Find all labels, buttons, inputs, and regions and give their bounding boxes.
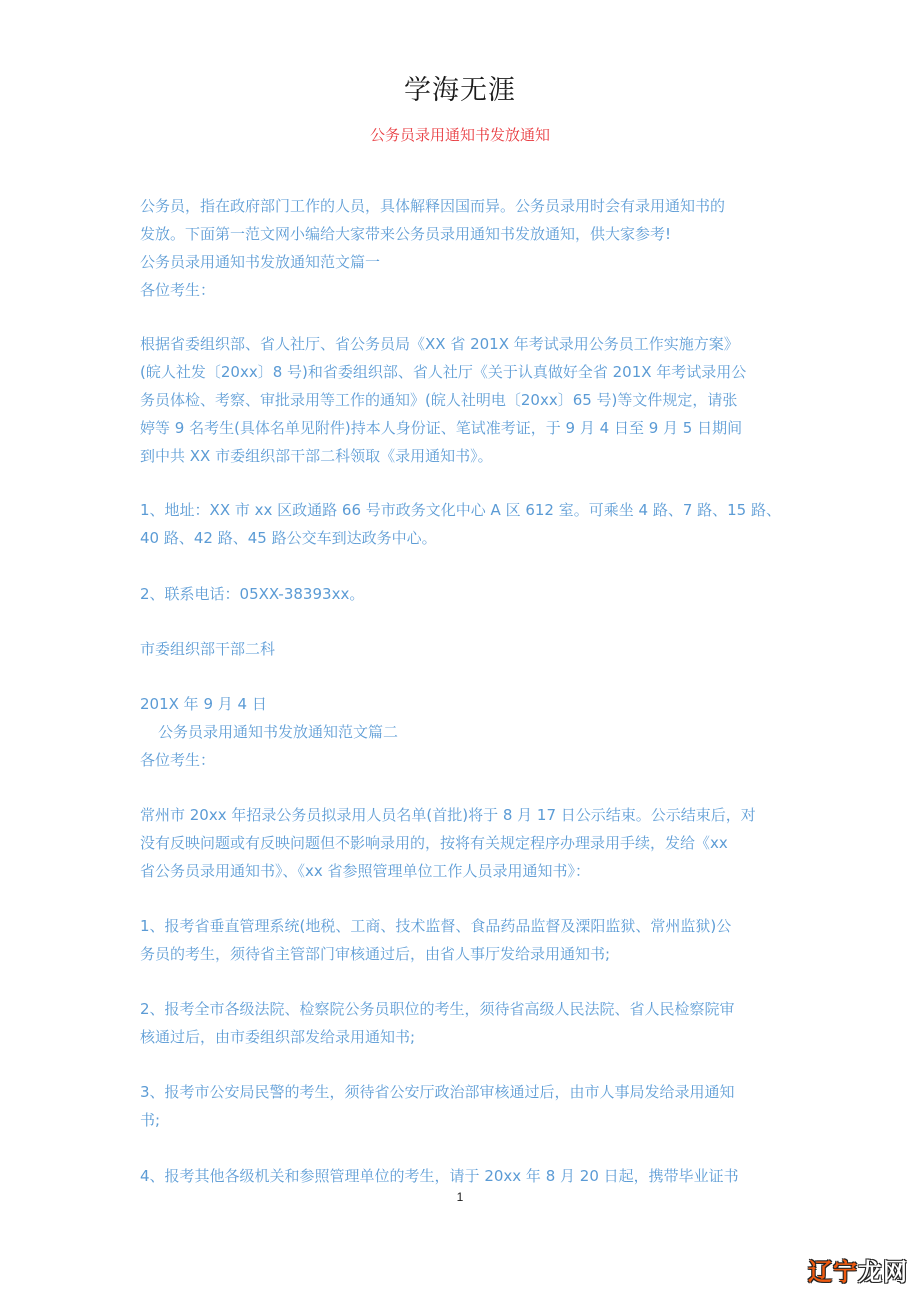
text-line: 2、联系电话：05XX-38393xx。: [140, 585, 365, 603]
section2-paragraph: [140, 801, 785, 885]
section1-date: 201X 年 9 月 4 日: [140, 695, 267, 713]
watermark-text-white: 龙网: [858, 1258, 908, 1286]
text-line: 4、报考其他各级机关和参照管理单位的考生，请于 20xx 年 8 月 20 日起，携带毕业证书: [140, 1167, 739, 1185]
intro-paragraph: [140, 192, 785, 304]
section1-phone-item: [140, 580, 785, 608]
watermark-text-orange: 辽宁: [808, 1258, 858, 1286]
text-line: 书;: [140, 1111, 161, 1129]
text-line: 公务员，指在政府部门工作的人员，具体解释因国而异。公务员录用时会有录用通知书的: [140, 197, 726, 215]
section1-signature: [140, 635, 785, 663]
section2-heading: 公务员录用通知书发放通知范文篇二: [158, 723, 399, 741]
text-line: 没有反映问题或有反映问题但不影响录用的，按将有关规定程序办理录用手续，发给《xx: [140, 834, 728, 852]
section1-date-block: [140, 690, 785, 774]
section2-item-4: [140, 1162, 785, 1190]
section1-salutation: 各位考生：: [140, 281, 216, 299]
page-number: 1: [456, 1190, 464, 1204]
section1-address-item: [140, 496, 785, 552]
text-line: 核通过后，由市委组织部发给录用通知书;: [140, 1028, 416, 1046]
text-line: 市委组织部干部二科: [140, 640, 276, 658]
section2-item-2: [140, 995, 785, 1051]
text-line: 务员的考生，须待省主管部门审核通过后，由省人事厅发给录用通知书;: [140, 945, 611, 963]
text-line: 发放。下面第一范文网小编给大家带来公务员录用通知书发放通知，供大家参考!: [140, 225, 672, 243]
text-line: 3、报考市公安局民警的考生，须待省公安厅政治部审核通过后，由市人事局发给录用通知: [140, 1083, 735, 1101]
section2-item-3: [140, 1078, 785, 1134]
running-header: 学海无涯: [404, 75, 516, 106]
text-line: 省公务员录用通知书》、《xx 省参照管理单位工作人员录用通知书》：: [140, 862, 591, 880]
text-line: 1、报考省垂直管理系统(地税、工商、技术监督、食品药品监督及溧阳监狱、常州监狱)公: [140, 917, 732, 935]
text-line: 务员体检、考察、审批录用等工作的通知》(皖人社明电〔20xx〕65 号)等文件规定，请张: [140, 391, 738, 409]
text-line: 2、报考全市各级法院、检察院公务员职位的考生，须待省高级人民法院、省人民检察院审: [140, 1000, 735, 1018]
text-line: 40 路、42 路、45 路公交车到达政务中心。: [140, 529, 437, 547]
document-title: 公务员录用通知书发放通知: [369, 126, 550, 144]
text-line: 根据省委组织部、省人社厅、省公务员局《XX 省 201X 年考试录用公务员工作实施方案》: [140, 335, 739, 353]
site-watermark-logo: [808, 1252, 908, 1287]
text-line: 常州市 20xx 年招录公务员拟录用人员名单(首批)将于 8 月 17 日公示结束。公示结束后，对: [140, 806, 756, 824]
section1-paragraph: [140, 330, 785, 470]
section1-heading: 公务员录用通知书发放通知范文篇一: [140, 253, 381, 271]
text-line: 到中共 XX 市委组织部干部二科领取《录用通知书》。: [140, 447, 493, 465]
text-line: (皖人社发〔20xx〕8 号)和省委组织部、省人社厅《关于认真做好全省 201X 年考试录用公: [140, 363, 747, 381]
text-line: 1、地址：XX 市 xx 区政通路 66 号市政务文化中心 A 区 612 室。可乘坐 4 路、7 路、15 路、: [140, 501, 781, 519]
section2-item-1: [140, 912, 785, 968]
text-line: 婷等 9 名考生(具体名单见附件)持本人身份证、笔试准考证，于 9 月 4 日至 9 月 5 日期间: [140, 419, 743, 437]
section2-salutation: 各位考生：: [140, 751, 216, 769]
